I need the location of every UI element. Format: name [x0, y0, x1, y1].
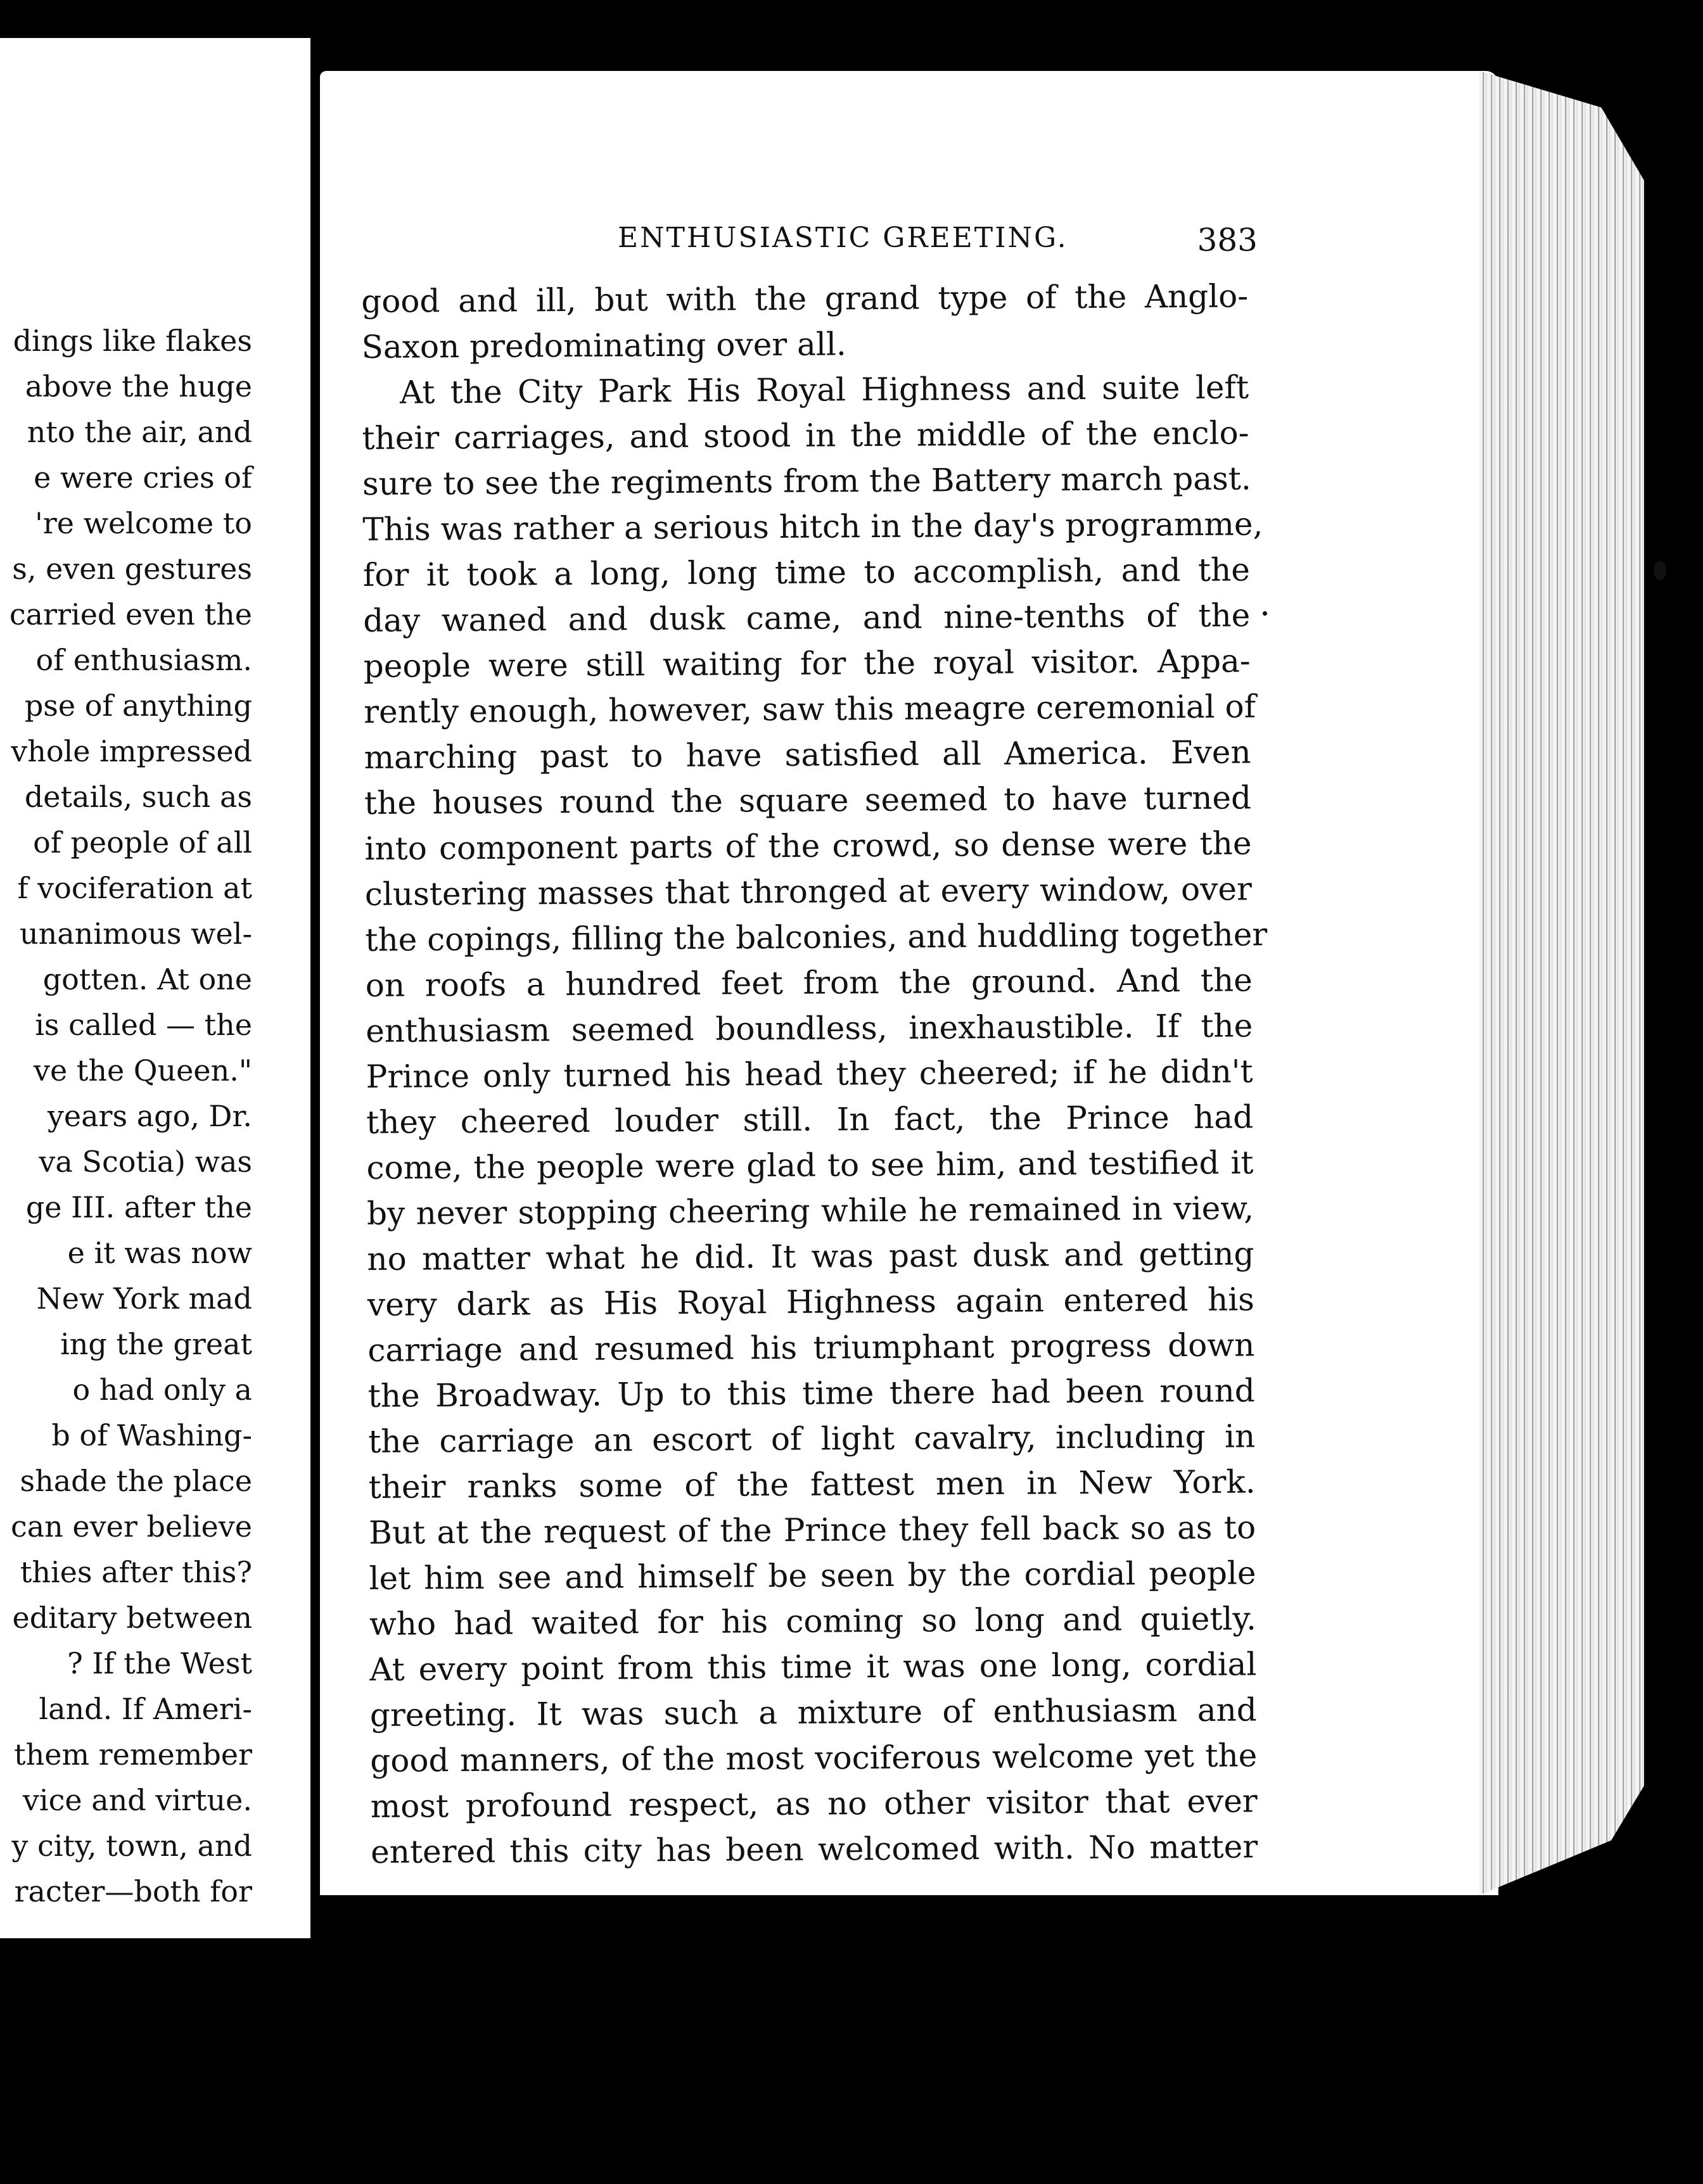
left-text-line: years ago, Dr. — [47, 1099, 252, 1133]
left-text-line: of enthusiasm. — [35, 643, 252, 677]
left-text-line: s, even gestures — [12, 552, 252, 586]
left-text-line: ing the great — [60, 1327, 252, 1361]
body-line: greeting. It was such a mixture of enthusiasm and — [369, 1691, 1258, 1734]
body-line: the carriage an escort of light cavalry, including in — [368, 1418, 1256, 1460]
left-text-line: 're welcome to — [35, 506, 252, 540]
body-line: no matter what he did. It was past dusk and getting — [367, 1235, 1254, 1278]
body-line: entered this city has been welcomed with. No matter — [370, 1828, 1258, 1870]
left-text-line: shade the place — [20, 1464, 252, 1498]
left-text-line: is called — the — [35, 1008, 252, 1042]
body-line: clustering masses that thronged at every window, over — [364, 870, 1253, 913]
running-head — [618, 222, 1258, 260]
left-text-line: pse of anything — [24, 689, 252, 723]
body-line: come, the people were glad to see him, and testified it — [366, 1144, 1254, 1186]
page-number: 383 — [1197, 222, 1258, 258]
body-line: very dark as His Royal Highness again entered his — [367, 1281, 1255, 1323]
left-text-line: above the huge — [25, 369, 252, 403]
body-line: the copings, filling the balconies, and huddling together — [365, 916, 1268, 958]
body-line: day waned and dusk came, and nine-tenths of the — [363, 597, 1251, 639]
body-line: the Broadway. Up to this time there had been round — [367, 1372, 1255, 1414]
left-text-line: land. If Ameri- — [39, 1692, 252, 1726]
body-line: rently enough, however, saw this meagre ceremonial of — [364, 688, 1256, 730]
left-text-line: them remember — [14, 1737, 252, 1772]
body-line: their ranks some of the fattest men in New York. — [368, 1463, 1256, 1506]
left-text-line: f vociferation at — [17, 871, 252, 905]
left-text-line: ge III. after the — [25, 1190, 252, 1224]
left-text-line: editary between — [12, 1601, 252, 1635]
left-text-line: details, such as — [24, 780, 252, 814]
body-line: At every point from this time it was one long, cordial — [369, 1646, 1257, 1688]
body-line: the houses round the square seemed to have turned — [364, 779, 1252, 822]
left-text-line: of people of all — [33, 825, 252, 860]
left-text-line: e were cries of — [34, 460, 252, 495]
body-line: who had waited for his coming so long and quietly. — [369, 1600, 1257, 1642]
page-block-edge — [1479, 71, 1644, 1895]
body-line: good manners, of the most vociferous welcome yet the — [370, 1737, 1258, 1779]
left-text-line: vice and virtue. — [22, 1783, 252, 1817]
body-line: marching past to have satisfied all America. Even — [364, 733, 1251, 776]
left-text-line: va Scotia) was — [39, 1145, 252, 1179]
body-line: most profound respect, as no other visitor that ever — [370, 1782, 1258, 1825]
body-text — [361, 273, 1268, 1875]
body-line: sure to see the regiments from the Battery march past. — [362, 460, 1251, 502]
body-line: Prince only turned his head they cheered; if he didn't — [366, 1053, 1253, 1095]
body-line: into component parts of the crowd, so dense were the — [364, 825, 1252, 867]
left-facing-page — [0, 38, 323, 1938]
scan-speck — [1654, 561, 1666, 580]
left-text-line: ? If the West — [67, 1646, 252, 1680]
left-text-line: carried even the — [9, 597, 252, 632]
body-line: At the City Park His Royal Highness and suite left — [399, 369, 1249, 411]
body-line: by never stopping cheering while he remained in view, — [366, 1190, 1254, 1232]
left-text-line: unanimous wel- — [19, 917, 252, 951]
body-line: for it took a long, long time to accomplish, and the — [362, 551, 1251, 594]
body-line: on roofs a hundred feet from the ground. And the — [365, 962, 1253, 1004]
body-line: they cheered louder still. In fact, the Prince had — [366, 1098, 1254, 1141]
body-line: But at the request of the Prince they fell back so as to — [368, 1509, 1256, 1551]
left-text-line: vhole impressed — [11, 734, 252, 768]
left-text-line: gotten. At one — [42, 962, 252, 996]
body-line: their carriages, and stood in the middle of the enclo- — [362, 414, 1249, 457]
body-line: good and ill, but with the grand type of the Anglo- — [361, 277, 1249, 320]
left-text-line: ve the Queen." — [34, 1053, 252, 1088]
left-text-line: New York mad — [36, 1281, 252, 1316]
body-line: This was rather a serious hitch in the day's programme, — [362, 505, 1263, 548]
body-line: enthusiasm seemed boundless, inexhaustible. If the — [366, 1007, 1253, 1050]
left-text-line: can ever believe — [10, 1509, 252, 1544]
body-line: let him see and himself be seen by the cordial people — [369, 1554, 1256, 1597]
body-line: carriage and resumed his triumphant progress down — [367, 1326, 1255, 1369]
scan-speck — [1263, 611, 1267, 616]
left-text-line: o had only a — [72, 1373, 252, 1407]
chapter-running-title: ENTHUSIASTIC GREETING. — [618, 222, 1068, 254]
left-text-line: thies after this? — [20, 1555, 252, 1589]
body-line: Saxon predominating over all. — [361, 326, 846, 365]
left-text-line: racter—both for — [14, 1874, 252, 1908]
left-text-line: b of Washing- — [51, 1418, 252, 1452]
left-text-line: e it was now — [67, 1236, 252, 1270]
body-line: people were still waiting for the royal visitor. Appa- — [363, 642, 1251, 685]
left-text-line: nto the air, and — [27, 415, 252, 449]
left-text-line: dings like flakes — [13, 324, 252, 358]
left-text-line: y city, town, and — [11, 1829, 252, 1863]
